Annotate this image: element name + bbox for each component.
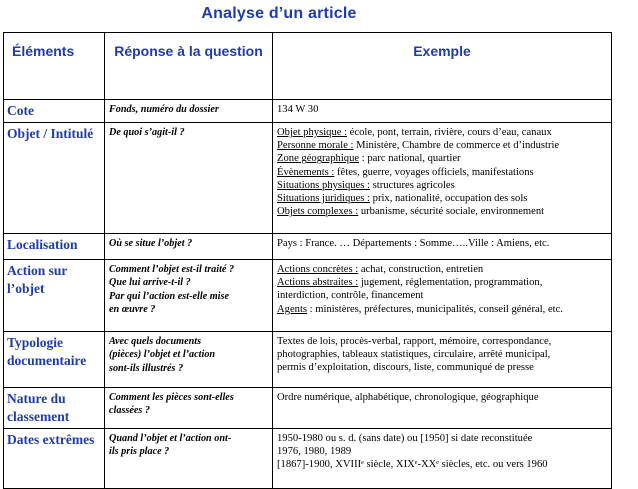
example-category: Actions abstraites : [277, 277, 359, 289]
row-example [273, 260, 612, 332]
example-line [277, 263, 607, 276]
question-line: De quoi s’agit-il ? [109, 127, 185, 138]
example-category: Évènements : [277, 166, 335, 178]
analysis-table [3, 32, 612, 489]
example-text: urbanisme, sécurité sociale, environnement [358, 206, 545, 218]
question-line: Par qui l’action est-elle mise [109, 290, 229, 302]
row-example [273, 429, 612, 489]
example-text: Ordre numérique, alphabétique, chronologique, géographique [277, 392, 539, 403]
example-text: permis d’exploitation, discours, liste, communiqué de presse [277, 362, 534, 374]
example-text: Textes de lois, procès-verbal, rapport, mémoire, correspondance, [277, 336, 552, 347]
example-text: 1976, 1980, 1989 [277, 446, 352, 458]
example-line [277, 139, 607, 152]
question-line: ils pris place ? [109, 446, 170, 458]
example-text: école, pont, terrain, rivière, cours d’eau, canaux [347, 127, 552, 138]
example-text: interdiction, contrôle, financement [277, 290, 424, 302]
row-example [273, 100, 612, 123]
example-text: Ministère, Chambre de commerce et d’industrie [353, 140, 560, 152]
row-example [273, 332, 612, 388]
question-line: Fonds, numéro du dossier [109, 104, 219, 115]
question-line: classées ? [109, 405, 151, 417]
row-label: Dates extrêmes [4, 429, 105, 489]
row-label: Action sur l’objet [4, 260, 105, 332]
example-line [277, 166, 607, 179]
example-text: : parc national, quartier [359, 153, 461, 165]
example-line [277, 303, 607, 316]
table-row [4, 429, 612, 489]
example-line [277, 152, 607, 165]
row-question [105, 260, 273, 332]
question-line: (pièces) l’objet et l’action [109, 349, 216, 361]
example-text: 1950-1980 ou s. d. (sans date) ou [1950] si date reconstituée [277, 433, 533, 444]
example-text: : ministères, préfectures, municipalités, conseil général, etc. [307, 303, 563, 315]
table-row [4, 332, 612, 388]
table-row [4, 100, 612, 123]
example-text: achat, construction, entretien [358, 264, 484, 275]
example-line [277, 179, 607, 192]
question-line: Comment les pièces sont-elles [109, 392, 234, 403]
header-example: Exemple [273, 33, 612, 100]
table-row [4, 123, 612, 234]
row-example [273, 388, 612, 429]
table-header-row [4, 33, 612, 100]
example-line [277, 103, 607, 116]
question-line: en œuvre ? [109, 303, 156, 315]
example-line [277, 237, 607, 250]
row-label: Cote [4, 100, 105, 123]
example-text: Pays : France. … Départements : Somme…..Ville : Amiens, etc. [277, 238, 550, 249]
example-line [277, 458, 607, 471]
row-question [105, 100, 273, 123]
example-line [277, 205, 607, 218]
example-line [277, 335, 607, 348]
question-line: Que lui arrive-t-il ? [109, 277, 191, 289]
example-category: Actions concrètes : [277, 264, 359, 275]
page-title: Analyse d’un article [201, 5, 357, 22]
table-row [4, 260, 612, 332]
example-line [277, 391, 607, 404]
example-category: Agents [277, 303, 308, 315]
example-line [277, 361, 607, 374]
example-text: photographies, tableaux statistiques, circulaire, arrêté municipal, [277, 349, 551, 361]
question-line: sont-ils illustrés ? [109, 362, 184, 374]
row-question [105, 234, 273, 260]
header-elements: Éléments [4, 33, 105, 100]
row-question [105, 429, 273, 489]
row-label: Objet / Intitulé [4, 123, 105, 234]
example-line [277, 289, 607, 302]
example-category: Personne morale : [277, 140, 354, 152]
example-line [277, 432, 607, 445]
example-text: structures agricoles [370, 179, 455, 191]
question-line: Où se situe l’objet ? [109, 238, 193, 249]
row-question [105, 332, 273, 388]
example-category: Zone géographique [277, 153, 360, 165]
example-line [277, 126, 607, 139]
example-text: prix, nationalité, occupation des sols [370, 193, 528, 205]
row-question [105, 388, 273, 429]
header-response: Réponse à la question [105, 33, 273, 100]
example-category: Objets complexes : [277, 206, 359, 218]
example-category: Situations physiques : [277, 179, 370, 191]
question-line: Quand l’objet et l’action ont- [109, 433, 232, 444]
example-text: 134 W 30 [277, 104, 319, 115]
example-text: fêtes, guerre, voyages officiels, manifestations [334, 166, 534, 178]
example-line [277, 276, 607, 289]
example-text: [1867]-1900, XVIIIᵉ siècle, XIXᵉ-XXᵉ siècles, etc. ou vers 1960 [277, 459, 548, 471]
question-line: Avec quels documents [109, 336, 202, 347]
table-row [4, 234, 612, 260]
example-line [277, 348, 607, 361]
example-line [277, 192, 607, 205]
table-row [4, 388, 612, 429]
row-question [105, 123, 273, 234]
row-example [273, 234, 612, 260]
example-category: Objet physique : [277, 127, 348, 138]
row-example [273, 123, 612, 234]
example-category: Situations juridiques : [277, 193, 370, 205]
row-label: Localisation [4, 234, 105, 260]
row-label: Nature du classement [4, 388, 105, 429]
question-line: Comment l’objet est-il traité ? [109, 264, 235, 275]
example-text: jugement, réglementation, programmation, [358, 277, 543, 289]
example-line [277, 445, 607, 458]
row-label: Typologie documentaire [4, 332, 105, 388]
